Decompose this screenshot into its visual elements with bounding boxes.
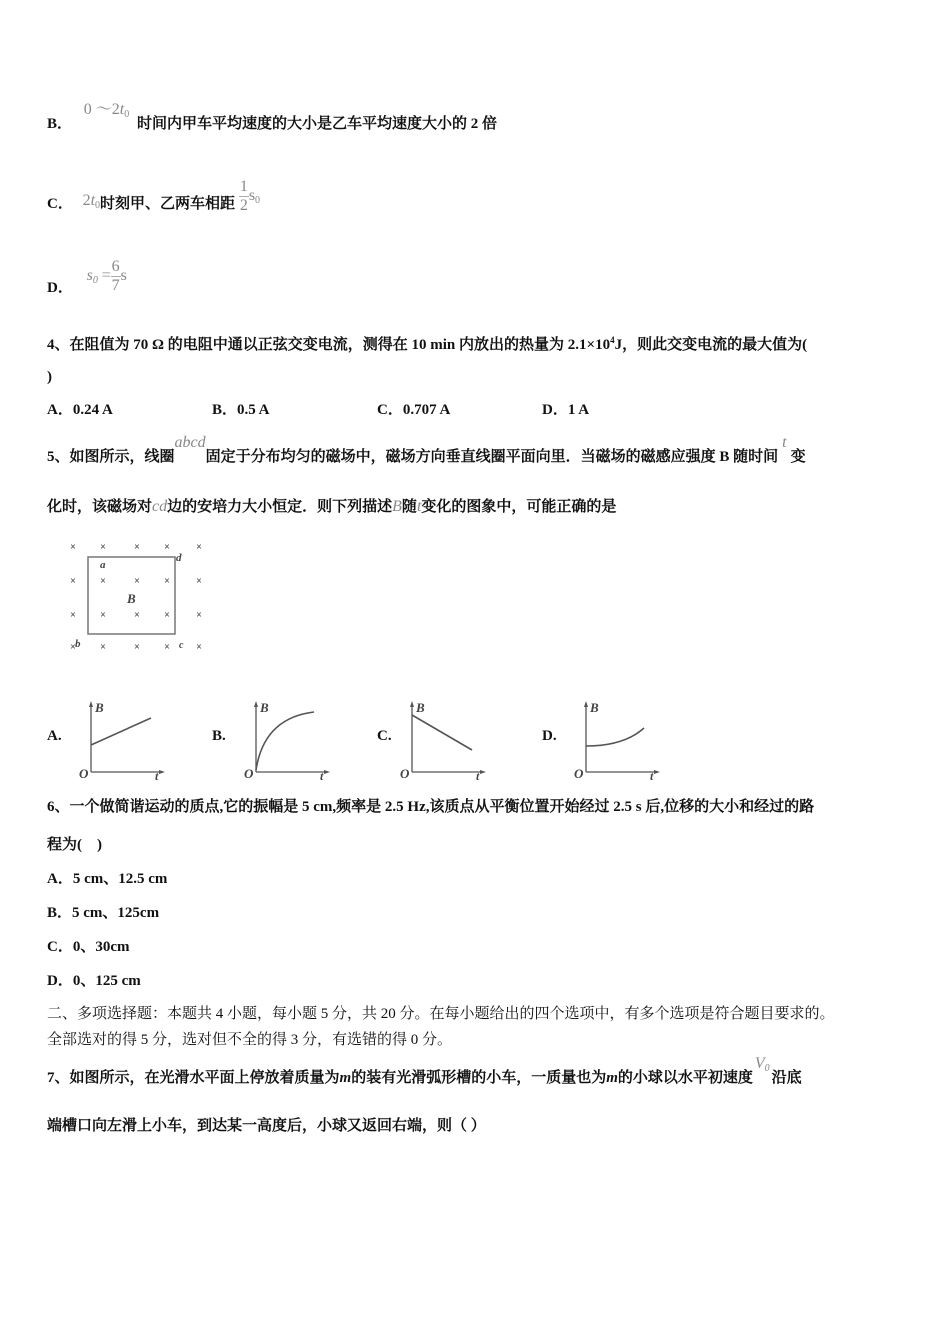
option-text: 时刻甲、乙两车相距 — [100, 195, 236, 212]
field-cross-mark: × — [70, 542, 76, 553]
field-cross-mark: × — [196, 576, 202, 587]
option-label: D． — [47, 279, 73, 296]
origin-label: O — [400, 766, 410, 781]
x-axis-arrow-icon — [654, 770, 660, 774]
math-range: 0 $\sim 2t_0$ — [83, 101, 130, 120]
field-cross-mark: × — [196, 642, 202, 653]
corner-label-b: b — [75, 638, 81, 650]
field-cross-mark: × — [134, 542, 140, 553]
x-axis-label: t — [476, 769, 480, 783]
b-t-graph — [574, 698, 664, 783]
field-cross-mark: × — [100, 576, 106, 587]
origin-label: O — [574, 766, 584, 781]
q6-option-c: C．0、30cm — [47, 939, 130, 955]
section2-instructions: 全部选对的得 5 分，选对但不全的得 3 分，有选错的得 0 分。 — [47, 1032, 453, 1048]
q5-question-line2: 化时，该磁场对cd边的安培力大小恒定．则下列描述B随t变化的图象中，可能正确的是 — [47, 498, 617, 515]
field-label: B — [127, 591, 136, 606]
section2-heading: 二、多项选择题：本题共 4 小题，每小题 5 分，共 20 分。在每小题给出的四个选项中，有多个选项是符合题目要求的。 — [47, 1006, 835, 1022]
origin-label: O — [244, 766, 254, 781]
x-axis-arrow-icon — [159, 770, 165, 774]
field-cross-mark: × — [134, 576, 140, 587]
q7-question-line1: 7、如图所示，在光滑水平面上停放着质量为m的装有光滑弧形槽的小车，一质量也为m的小球以水平初速度$V_0$沿底 — [47, 1055, 802, 1086]
option-label: B． — [47, 116, 73, 132]
y-axis-label: B — [590, 700, 599, 715]
q3-option-b — [47, 101, 497, 139]
q4-option-c: C．0.707 A — [377, 402, 451, 418]
field-cross-mark: × — [196, 542, 202, 553]
q4-option-b: B．0.5 A — [212, 402, 270, 418]
coil-magnetic-field-diagram — [58, 538, 208, 658]
graph-option-label: A. — [47, 728, 62, 744]
field-cross-mark: × — [100, 642, 106, 653]
y-axis-label: B — [416, 700, 425, 715]
option-label: C． — [47, 195, 73, 212]
corner-label-a: a — [100, 559, 106, 571]
q4-option-d: D．1 A — [542, 402, 590, 418]
q6-option-d: D．0、125 cm — [47, 973, 141, 989]
q6-option-a: A．5 cm、12.5 cm — [47, 871, 168, 887]
b-t-curve — [91, 718, 151, 745]
q7-question-line2: 端槽口向左滑上小车，到达某一高度后，小球又返回右端，则（ ） — [47, 1118, 486, 1134]
corner-label-c: c — [179, 640, 184, 651]
field-cross-mark: × — [164, 642, 170, 653]
y-axis-label: B — [95, 700, 104, 715]
b-t-graph — [400, 698, 490, 783]
q5-question-line1: 5、如图所示，线圈abcd固定于分布均匀的磁场中，磁场方向垂直线圈平面向里．当磁场的磁感应强度 B 随时间t变 — [47, 434, 806, 465]
field-cross-mark: × — [134, 642, 140, 653]
field-cross-mark: × — [100, 610, 106, 621]
q4-close-paren: ) — [47, 369, 52, 385]
x-axis-label: t — [650, 769, 654, 783]
field-cross-mark: × — [134, 610, 140, 621]
y-axis-arrow-icon — [89, 701, 93, 707]
x-axis-arrow-icon — [324, 770, 330, 774]
b-t-curve — [256, 712, 314, 770]
b-t-curve — [586, 728, 644, 746]
option-text: 时间内甲车平均速度的大小是乙车平均速度大小的 2 倍 — [136, 116, 497, 132]
field-cross-mark: × — [70, 642, 76, 653]
y-axis-arrow-icon — [584, 701, 588, 707]
b-t-curve — [412, 715, 472, 750]
field-cross-mark: × — [196, 610, 202, 621]
q6-question-line2: 程为( ) — [47, 837, 102, 853]
graph-option-label: B. — [212, 728, 226, 744]
field-cross-mark: × — [100, 542, 106, 553]
fraction: $\frac{1}{2}$ — [239, 178, 248, 214]
q6-question-line1: 6、一个做简谐运动的质点,它的振幅是 5 cm,频率是 2.5 Hz,该质点从平衡位置开始经过 2.5 s 后,位移的大小和经过的路 — [47, 799, 815, 815]
x-axis-arrow-icon — [480, 770, 486, 774]
origin-label: O — [79, 766, 89, 781]
y-axis-arrow-icon — [410, 701, 414, 707]
q3-option-d — [47, 258, 127, 307]
math-equation: $s_0$ = $\frac{6}{7}$ s — [86, 258, 127, 294]
q6-option-b: B．5 cm、125cm — [47, 905, 160, 921]
graph-option-label: C. — [377, 728, 392, 744]
field-cross-mark: × — [164, 542, 170, 553]
q4-option-a: A．0.24 A — [47, 402, 113, 418]
math-time: $2t_0$ — [82, 191, 101, 211]
field-cross-mark: × — [70, 576, 76, 587]
x-axis-label: t — [320, 769, 324, 783]
b-t-graph — [244, 698, 334, 783]
graph-option-label: D. — [542, 728, 557, 744]
y-axis-label: B — [260, 700, 269, 715]
b-t-graph — [79, 698, 169, 783]
field-cross-mark: × — [70, 610, 76, 621]
field-cross-mark: × — [164, 610, 170, 621]
field-cross-mark: × — [164, 576, 170, 587]
x-axis-label: t — [155, 769, 159, 783]
corner-label-d: d — [176, 552, 182, 564]
y-axis-arrow-icon — [254, 701, 258, 707]
q3-option-c: C． $2t_0$时刻甲、乙两车相距 $\frac{1}{2}$ $s_0$ — [47, 178, 261, 214]
q4-question: 4、在阻值为 70 Ω 的电阻中通以正弦交变电流，测得在 10 min 内放出的热量为 $2.1\times 10^4J$，则此交变电流的最大值为( — [47, 335, 808, 353]
